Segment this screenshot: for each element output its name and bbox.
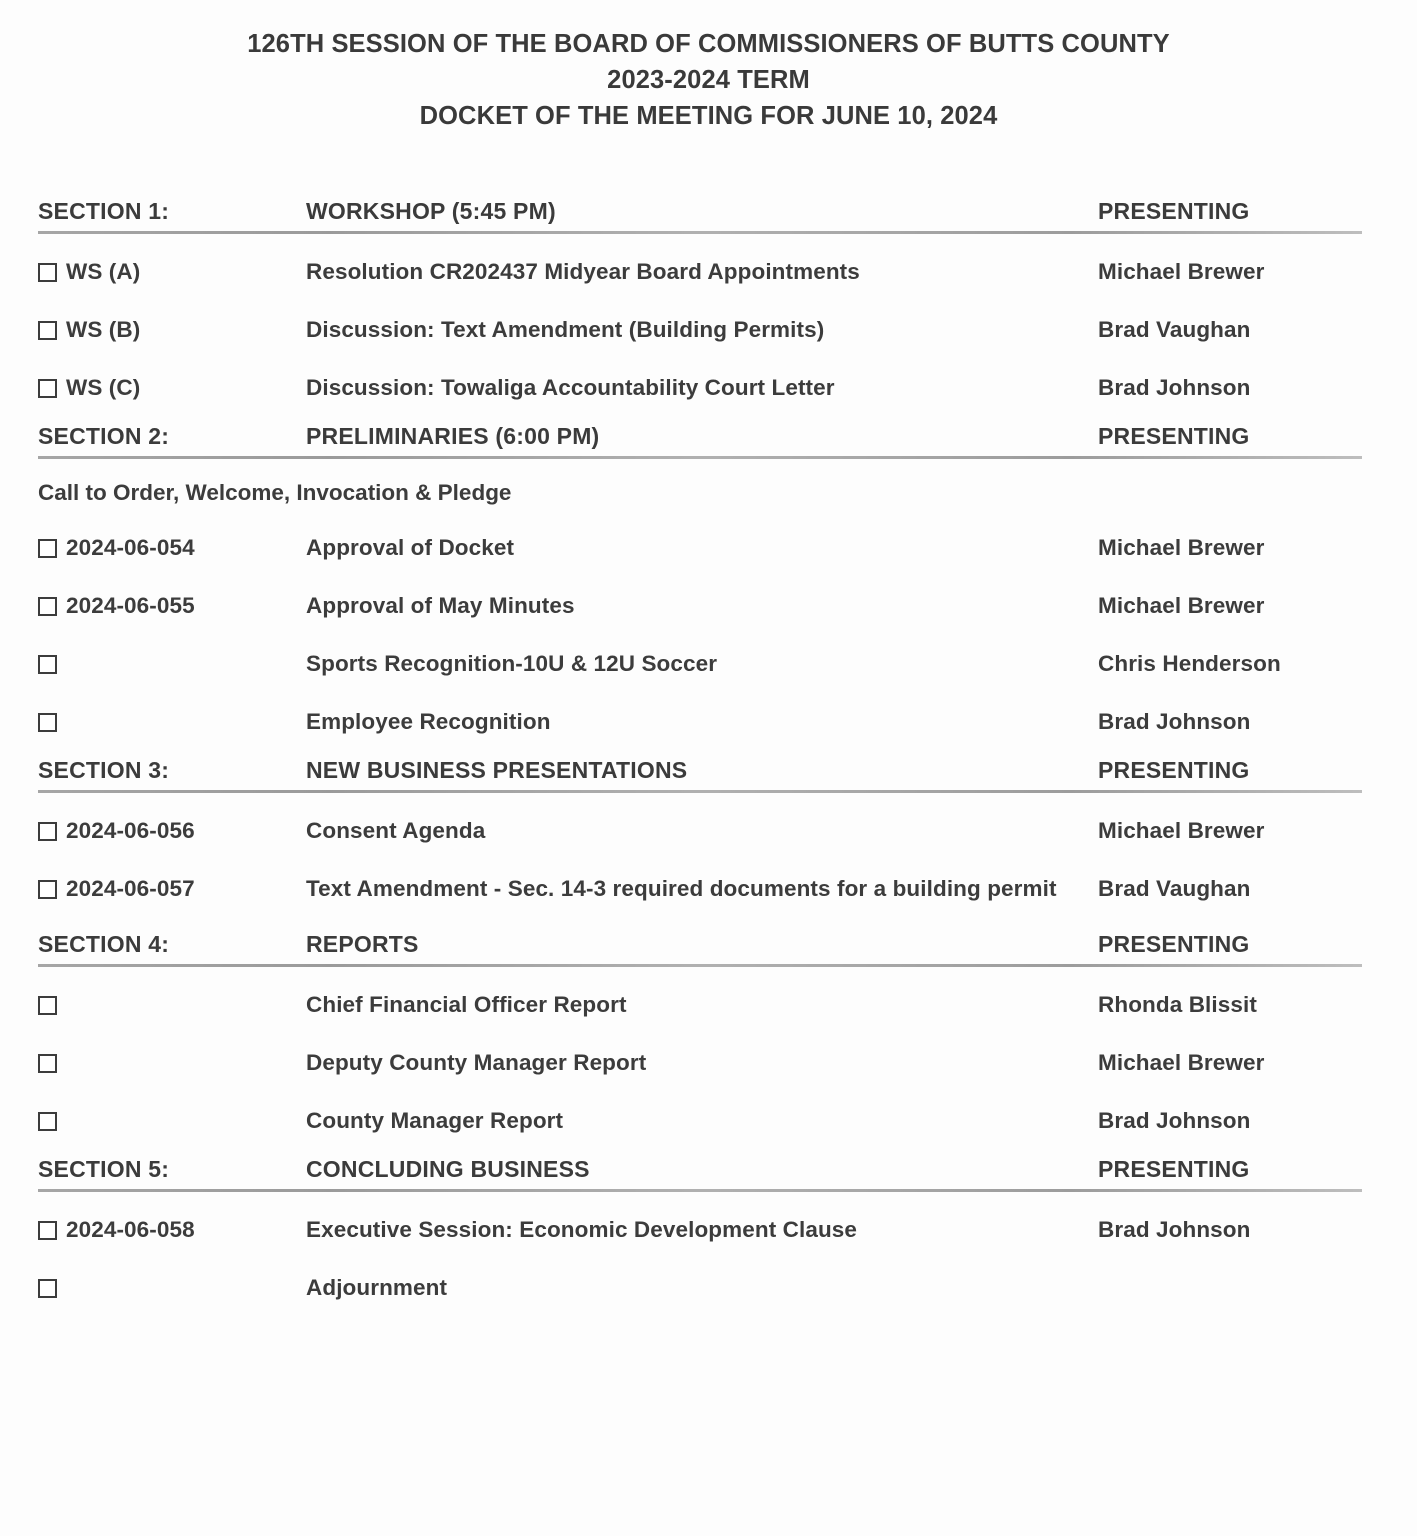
table-row[interactable] — [38, 236, 1362, 294]
row-code: WS (A) — [66, 259, 141, 284]
document-title-line-3: DOCKET OF THE MEETING FOR JUNE 10, 2024 — [419, 102, 998, 130]
checkbox-icon[interactable] — [38, 655, 57, 674]
row-item: Text Amendment - Sec. 14-3 required documents for a building permit — [306, 876, 1057, 901]
table-row[interactable] — [38, 1252, 1362, 1310]
row-presenter: Michael Brewer — [1098, 818, 1265, 843]
row-code-cell — [38, 590, 306, 621]
row-code-cell — [38, 648, 306, 674]
section-header-row — [38, 929, 1362, 959]
row-code-cell — [38, 1105, 306, 1131]
row-item: Discussion: Towaliga Accountability Court Letter — [306, 375, 835, 400]
document-title-line-1: 126TH SESSION OF THE BOARD OF COMMISSIONERS OF BUTTS COUNTY — [247, 30, 1170, 58]
checkbox-icon[interactable] — [38, 1279, 57, 1298]
section-divider — [38, 1189, 1362, 1192]
row-presenter: Michael Brewer — [1098, 593, 1265, 618]
row-item: County Manager Report — [306, 1108, 564, 1133]
section-2 — [38, 421, 1362, 744]
row-code-cell — [38, 314, 306, 345]
section-label: SECTION 1: — [38, 198, 170, 224]
row-item: Approval of May Minutes — [306, 593, 575, 618]
row-code: 2024-06-054 — [66, 535, 195, 560]
row-code-cell — [38, 815, 306, 846]
table-row[interactable] — [38, 1085, 1362, 1143]
note-text: Call to Order, Welcome, Invocation & Pledge — [38, 480, 512, 505]
row-presenter: Rhonda Blissit — [1098, 992, 1257, 1017]
table-row[interactable] — [38, 853, 1362, 911]
table-row[interactable] — [38, 294, 1362, 352]
row-code-cell — [38, 1214, 306, 1245]
section-label: SECTION 4: — [38, 931, 170, 957]
checkbox-icon[interactable] — [38, 321, 57, 340]
section-label: SECTION 3: — [38, 757, 170, 783]
table-row[interactable] — [38, 1194, 1362, 1252]
presenting-column-header: PRESENTING — [1098, 757, 1250, 783]
row-code: WS (C) — [66, 375, 141, 400]
row-code-cell — [38, 873, 306, 904]
table-row[interactable] — [38, 570, 1362, 628]
checkbox-icon[interactable] — [38, 379, 57, 398]
table-row[interactable] — [38, 969, 1362, 1027]
table-row[interactable] — [38, 795, 1362, 853]
row-presenter: Michael Brewer — [1098, 259, 1265, 284]
section-title: PRELIMINARIES (6:00 PM) — [306, 423, 600, 449]
document-title-line-2: 2023-2024 TERM — [607, 66, 810, 94]
presenting-column-header: PRESENTING — [1098, 931, 1250, 957]
checkbox-icon[interactable] — [38, 996, 57, 1015]
table-row[interactable] — [38, 512, 1362, 570]
section-title: REPORTS — [306, 931, 419, 957]
checkbox-icon[interactable] — [38, 713, 57, 732]
docket-table — [0, 196, 1417, 1310]
checkbox-icon[interactable] — [38, 539, 57, 558]
section-divider — [38, 790, 1362, 793]
section-title: NEW BUSINESS PRESENTATIONS — [306, 757, 688, 783]
section-label: SECTION 5: — [38, 1156, 170, 1182]
presenting-column-header: PRESENTING — [1098, 423, 1250, 449]
row-item: Adjournment — [306, 1275, 448, 1300]
checkbox-icon[interactable] — [38, 1112, 57, 1131]
row-code: 2024-06-057 — [66, 876, 195, 901]
section-header-row — [38, 1154, 1362, 1184]
table-row[interactable] — [38, 686, 1362, 744]
row-code-cell — [38, 706, 306, 732]
row-presenter: Brad Johnson — [1098, 375, 1251, 400]
section-label: SECTION 2: — [38, 423, 170, 449]
row-presenter: Brad Vaughan — [1098, 876, 1251, 901]
row-code-cell — [38, 1272, 306, 1298]
section-3 — [38, 755, 1362, 911]
presenting-column-header: PRESENTING — [1098, 1156, 1250, 1182]
section-header-row — [38, 421, 1362, 451]
row-code: WS (B) — [66, 317, 141, 342]
row-code-cell — [38, 1047, 306, 1073]
row-presenter: Michael Brewer — [1098, 1050, 1265, 1075]
row-item: Deputy County Manager Report — [306, 1050, 647, 1075]
checkbox-icon[interactable] — [38, 880, 57, 899]
row-presenter: Brad Johnson — [1098, 1217, 1251, 1242]
row-item: Discussion: Text Amendment (Building Permits) — [306, 317, 825, 342]
row-item: Resolution CR202437 Midyear Board Appointments — [306, 259, 860, 284]
checkbox-icon[interactable] — [38, 822, 57, 841]
row-item: Chief Financial Officer Report — [306, 992, 627, 1017]
row-code-cell — [38, 372, 306, 403]
section-title: WORKSHOP (5:45 PM) — [306, 198, 556, 224]
row-code-cell — [38, 532, 306, 563]
section-4 — [38, 929, 1362, 1143]
row-item: Executive Session: Economic Development Clause — [306, 1217, 858, 1242]
checkbox-icon[interactable] — [38, 263, 57, 282]
checkbox-icon[interactable] — [38, 597, 57, 616]
row-presenter: Michael Brewer — [1098, 535, 1265, 560]
row-code: 2024-06-055 — [66, 593, 195, 618]
section-header-row — [38, 755, 1362, 785]
checkbox-icon[interactable] — [38, 1054, 57, 1073]
call-to-order-note — [38, 461, 1362, 512]
row-code-cell — [38, 989, 306, 1015]
table-row[interactable] — [38, 1027, 1362, 1085]
row-item: Sports Recognition-10U & 12U Soccer — [306, 651, 718, 676]
row-item: Approval of Docket — [306, 535, 515, 560]
checkbox-icon[interactable] — [38, 1221, 57, 1240]
section-title: CONCLUDING BUSINESS — [306, 1156, 590, 1182]
document-title-block — [0, 0, 1417, 134]
row-item: Consent Agenda — [306, 818, 486, 843]
row-code-cell — [38, 256, 306, 287]
section-divider — [38, 964, 1362, 967]
row-presenter: Chris Henderson — [1098, 651, 1281, 676]
section-divider — [38, 456, 1362, 459]
section-header-row — [38, 196, 1362, 226]
row-presenter: Brad Vaughan — [1098, 317, 1251, 342]
row-code: 2024-06-056 — [66, 818, 195, 843]
row-code: 2024-06-058 — [66, 1217, 195, 1242]
row-presenter: Brad Johnson — [1098, 709, 1251, 734]
table-row[interactable] — [38, 352, 1362, 410]
presenting-column-header: PRESENTING — [1098, 198, 1250, 224]
section-divider — [38, 231, 1362, 234]
section-1 — [38, 196, 1362, 410]
table-row[interactable] — [38, 628, 1362, 686]
section-5 — [38, 1154, 1362, 1310]
row-item: Employee Recognition — [306, 709, 551, 734]
row-presenter: Brad Johnson — [1098, 1108, 1251, 1133]
